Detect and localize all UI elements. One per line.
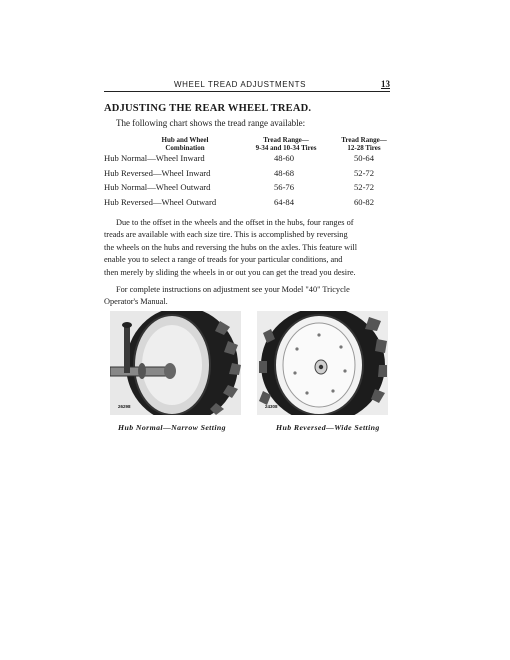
photo-hub-reversed <box>257 311 388 415</box>
running-header <box>104 80 390 92</box>
caption-hub-reversed: Hub Reversed—Wide Setting <box>276 423 380 432</box>
intro-text: The following chart shows the tread range available: <box>116 118 306 128</box>
page-number: 13 <box>381 79 390 89</box>
row-combination: Hub Reversed—Wheel Inward <box>104 168 211 178</box>
row-combination: Hub Normal—Wheel Inward <box>104 153 205 163</box>
column-header-combination: Hub and Wheel Combination <box>161 136 209 152</box>
row-range-12-28: 50-64 <box>353 153 375 163</box>
row-range-9-10-34: 48-60 <box>273 153 295 163</box>
photo-number: 24308 <box>265 404 278 409</box>
row-range-12-28: 52-72 <box>353 168 375 178</box>
photo-number: 26298 <box>118 404 131 409</box>
column-header-range-9-10-34: Tread Range— 9-34 and 10-34 Tires <box>255 136 317 152</box>
hub-reversed-illustration <box>257 311 388 415</box>
row-range-9-10-34: 64-84 <box>273 197 295 207</box>
row-combination: Hub Normal—Wheel Outward <box>104 182 211 192</box>
column-header-range-12-28: Tread Range— 12-28 Tires <box>341 136 387 152</box>
row-combination: Hub Reversed—Wheel Outward <box>104 197 217 207</box>
section-title: ADJUSTING THE REAR WHEEL TREAD. <box>104 103 312 114</box>
row-range-12-28: 60-82 <box>353 197 375 207</box>
row-range-9-10-34: 56-76 <box>273 182 295 192</box>
paragraph-offset-continued: treads are available with each size tire. This is accomplished by reversing the wheels on the hubs and reversing the hubs on the axles. This feature will enable you to select a range of treads for your particular conditions, and then merely by sliding the wheels in or out you can get the tread you desire. <box>104 230 358 277</box>
caption-hub-normal: Hub Normal—Narrow Setting <box>118 423 226 432</box>
paragraph-manual-reference-continued: Operator's Manual. <box>104 297 168 306</box>
paragraph-offset-explanation: Due to the offset in the wheels and the offset in the hubs, four ranges of <box>116 218 354 227</box>
paragraph-manual-reference: For complete instructions on adjustment see your Model "40" Tricycle <box>116 285 350 294</box>
row-range-12-28: 52-72 <box>353 182 375 192</box>
hub-normal-illustration <box>110 311 241 415</box>
header-title: WHEEL TREAD ADJUSTMENTS <box>174 80 307 89</box>
photo-hub-normal <box>110 311 241 415</box>
row-range-9-10-34: 48-68 <box>273 168 295 178</box>
